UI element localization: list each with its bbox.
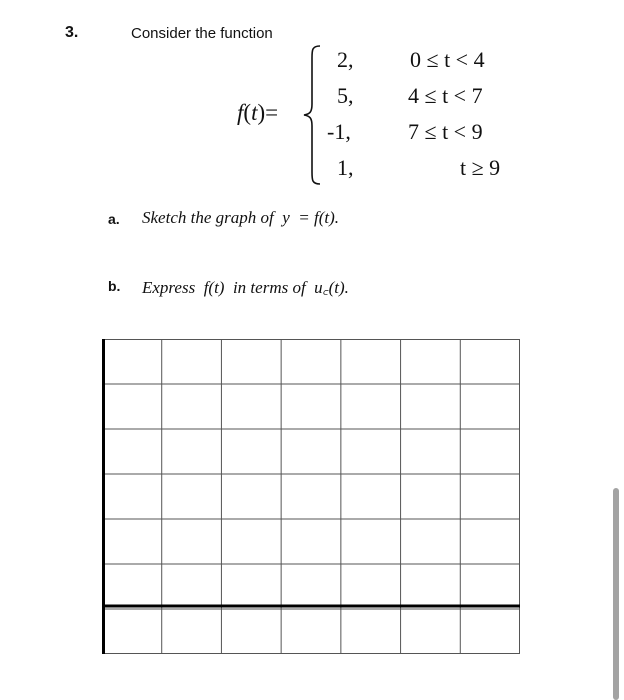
case-value: 1,	[337, 155, 354, 180]
question-intro: Consider the function	[131, 25, 273, 42]
case-value: -1,	[327, 119, 351, 144]
function-argument: t	[251, 100, 258, 125]
part-b-text: Express f(t) in terms of u꜀(t).	[142, 278, 349, 297]
question-number: 3.	[65, 24, 79, 41]
case-condition: 7 ≤ t < 9	[408, 119, 483, 144]
case-condition: 0 ≤ t < 4	[410, 47, 485, 72]
piecewise-brace	[300, 44, 324, 186]
part-a-label: a.	[108, 211, 120, 227]
case-value: 5,	[337, 83, 354, 108]
case-condition: 4 ≤ t < 7	[408, 83, 483, 108]
function-name: f(t)=	[237, 100, 279, 125]
part-b-label: b.	[108, 278, 121, 294]
equals-sign: =	[265, 100, 279, 125]
vertical-scrollbar[interactable]	[613, 488, 619, 700]
graph-grid	[102, 339, 520, 654]
case-value: 2,	[337, 47, 354, 72]
part-a-text: Sketch the graph of y = f(t).	[142, 208, 340, 227]
case-condition: t ≥ 9	[460, 155, 501, 180]
function-symbol: f	[237, 100, 244, 125]
